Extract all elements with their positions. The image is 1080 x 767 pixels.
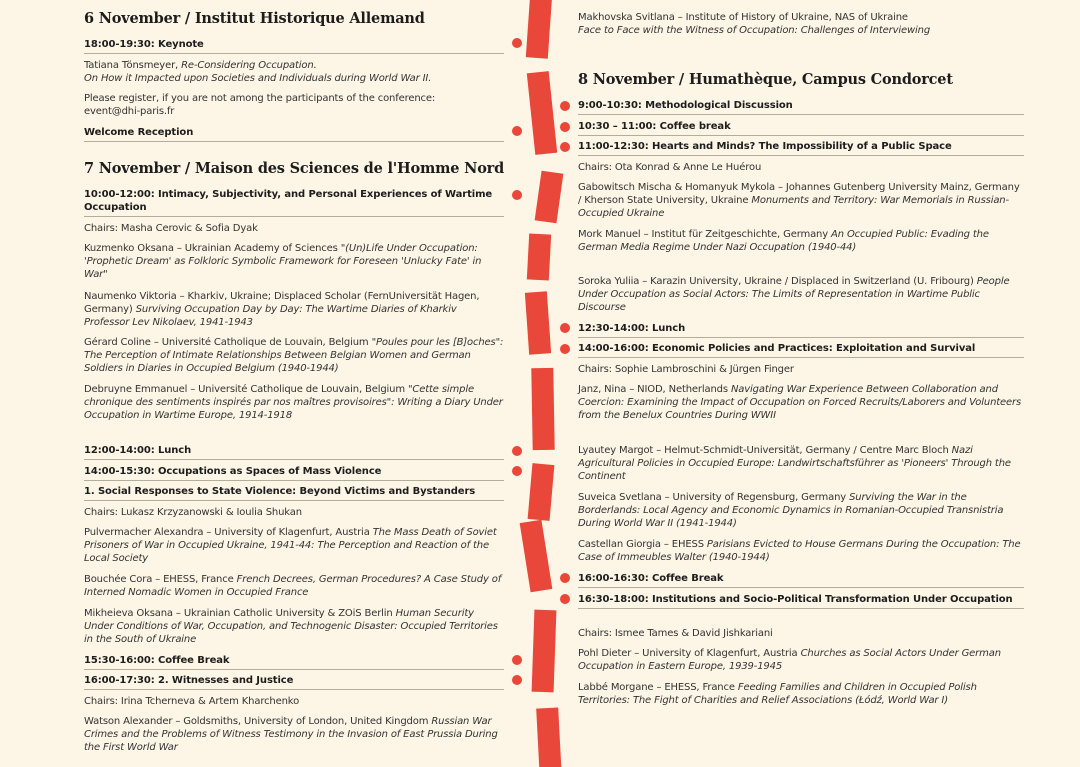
keynote-title-2: On How it Impacted upon Societies and Individuals during World War II. bbox=[84, 73, 432, 85]
timeline-dot-s3 bbox=[512, 675, 522, 685]
paper-title: People Under Occupation as Social Actors: The Limits of Representation in Wartime Public Discourse bbox=[578, 276, 1010, 314]
timeline-dot-coffee2 bbox=[560, 573, 570, 583]
paper-entry bbox=[84, 715, 504, 755]
paper-title: Surviving the War in the Borderlands: Local Agency and Economic Dynamics in Romanian-Occupied Transnistria During World War II (1941-1944) bbox=[578, 492, 1004, 530]
session-intimacy: 10:00-12:00: Intimacy, Subjectivity, and Personal Experiences of Wartime Occupation bbox=[84, 188, 504, 217]
timeline-dot-keynote bbox=[512, 38, 522, 48]
session-welcome-reception: Welcome Reception bbox=[84, 126, 504, 142]
session-coffee-break: 15:30-16:00: Coffee Break bbox=[84, 654, 504, 670]
paper-author: Naumenko Viktoria – Kharkiv, Ukraine; Displaced Scholar (FernUniversität Hagen, Germany) bbox=[84, 291, 480, 316]
paper-entry bbox=[578, 538, 1024, 564]
paper-entry bbox=[578, 383, 1024, 423]
paper-entry bbox=[84, 573, 504, 599]
timeline-dash bbox=[532, 610, 557, 693]
paper-author: Soroka Yuliia – Karazin University, Ukraine / Displaced in Switzerland (U. Fribourg) bbox=[578, 276, 977, 287]
paper-title: Churches as Social Actors Under German Occupation in Eastern Europe, 1939-1945 bbox=[578, 648, 1001, 673]
paper-entry bbox=[84, 242, 504, 282]
paper-author: Castellan Giorgia – EHESS bbox=[578, 539, 707, 550]
paper-title: Feeding Families and Children in Occupied Polish Territories: The Fight of Charities and Relief Associations (Łódź, World War I) bbox=[578, 682, 977, 707]
timeline-dot-s1-right bbox=[560, 142, 570, 152]
timeline-dot-s2 bbox=[512, 466, 522, 476]
session-witnesses-justice: 16:00-17:30: 2. Witnesses and Justice bbox=[84, 674, 504, 690]
session-hearts-minds: 11:00-12:30: Hearts and Minds? The Impossibility of a Public Space bbox=[578, 140, 1024, 156]
session-lunch: 12:00-14:00: Lunch bbox=[84, 444, 504, 460]
timeline-dash bbox=[527, 233, 551, 280]
paper-title: French Decrees, German Procedures? A Case Study of Interned Nomadic Women in Occupied France bbox=[84, 574, 502, 599]
paper-entry bbox=[578, 11, 1024, 37]
paper-author: Debruyne Emmanuel – Université Catholique de Louvain, Belgium bbox=[84, 384, 408, 395]
paper-author: Bouchée Cora – EHESS, France bbox=[84, 574, 237, 585]
paper-title: Navigating War Experience Between Collaboration and Coercion: Examining the Impact of Occupation on Forced Recruits/Laborers and Volunteers from the Benelux Countries During WWII bbox=[578, 384, 1022, 422]
timeline-dot-lunch bbox=[512, 446, 522, 456]
paper-author: Gabowitsch Mischa & Homanyuk Mykola – Johannes Gutenberg University Mainz, Germany / Kherson State University, Ukraine bbox=[578, 182, 1020, 207]
paper-author: Mork Manuel – Institut für Zeitgeschichte, Germany bbox=[578, 229, 832, 240]
chairs: Chairs: Lukasz Krzyzanowski & Ioulia Shukan bbox=[84, 507, 302, 518]
paper-entry bbox=[578, 647, 1024, 673]
paper-entry bbox=[84, 336, 504, 376]
paper-entry bbox=[578, 275, 1024, 315]
paper-title: Monuments and Territory: War Memorials in Russian-Occupied Ukraine bbox=[578, 195, 1009, 220]
register-email-link[interactable]: event@dhi-paris.fr bbox=[84, 106, 175, 118]
paper-author: Pulvermacher Alexandra – University of Klagenfurt, Austria bbox=[84, 527, 373, 538]
paper-entry bbox=[84, 383, 504, 423]
session-economic-policies: 14:00-16:00: Economic Policies and Practices: Exploitation and Survival bbox=[578, 342, 1024, 358]
chairs: Chairs: Ota Konrad & Anne Le Huérou bbox=[578, 162, 762, 173]
paper-title: Face to Face with the Witness of Occupation: Challenges of Interviewing bbox=[578, 25, 931, 37]
paper-title: An Occupied Public: Evading the German Media Regime Under Nazi Occupation (1940-44) bbox=[578, 229, 989, 254]
session-methodological: 9:00-10:30: Methodological Discussion bbox=[578, 99, 1024, 115]
paper-author: Pohl Dieter – University of Klagenfurt, Austria bbox=[578, 648, 801, 659]
timeline-dash bbox=[528, 463, 555, 521]
keynote-entry bbox=[84, 59, 504, 85]
paper-author: Gérard Coline – Université Catholique de Louvain, Belgium bbox=[84, 337, 372, 348]
paper-author: Lyautey Margot – Helmut-Schmidt-Universität, Germany / Centre Marc Bloch bbox=[578, 445, 952, 456]
paper-title: The Mass Death of Soviet Prisoners of War in Occupied Ukraine, 1941-44: The Perception and Reaction of the Local Society bbox=[84, 527, 497, 565]
paper-entry bbox=[578, 681, 1024, 707]
session-keynote: 18:00-19:30: Keynote bbox=[84, 38, 504, 54]
timeline-dot-s2-right bbox=[560, 344, 570, 354]
chairs: Chairs: Sophie Lambroschini & Jürgen Finger bbox=[578, 364, 794, 375]
register-note bbox=[84, 92, 504, 118]
paper-title: "Cette simple chronique des sentiments inspirés par nos maîtres provisoires": Writing a Diary Under Occupation in Wartime Europe, 1914-1918 bbox=[84, 384, 503, 422]
paper-entry bbox=[84, 607, 504, 647]
chairs: Chairs: Irina Tcherneva & Artem Kharchenko bbox=[84, 696, 300, 707]
keynote-speaker: Tatiana Tönsmeyer, bbox=[84, 60, 179, 71]
session-institutions: 16:30-18:00: Institutions and Socio-Political Transformation Under Occupation bbox=[578, 593, 1024, 609]
timeline-dash bbox=[525, 291, 551, 354]
timeline-dash bbox=[527, 71, 557, 155]
day-heading-7-november: 7 November / Maison des Sciences de l'Homme Nord bbox=[84, 160, 505, 177]
chairs: Chairs: Masha Cerovic & Sofia Dyak bbox=[84, 223, 258, 234]
day-heading-8-november: 8 November / Humathèque, Campus Condorcet bbox=[578, 71, 953, 88]
timeline-dot-reception bbox=[512, 126, 522, 136]
paper-title: "Poules pour les [B]oches": The Perception of Intimate Relationships Between Belgian Women and German Soldiers in Diaries in Occupied Belgium (1940-1944) bbox=[84, 337, 504, 375]
keynote-title-1: Re-Considering Occupation. bbox=[181, 60, 317, 71]
timeline-dash bbox=[535, 171, 564, 224]
paper-title: Russian War Crimes and the Problems of Witness Testimony in the Invasion of East Prussia During the First World War bbox=[84, 716, 498, 754]
paper-author: Suveica Svetlana – University of Regensburg, Germany bbox=[578, 492, 850, 503]
paper-entry bbox=[578, 228, 1024, 254]
paper-title: Human Security Under Conditions of War, Occupation, and Technogenic Disaster: Occupied Territories in the South of Ukraine bbox=[84, 608, 498, 646]
timeline-dot-coffee bbox=[512, 655, 522, 665]
timeline-dot-coffee1 bbox=[560, 122, 570, 132]
paper-entry bbox=[578, 444, 1024, 484]
timeline-dash bbox=[526, 0, 552, 59]
paper-author: Labbé Morgane – EHESS, France bbox=[578, 682, 738, 693]
timeline-dot-lunch-right bbox=[560, 323, 570, 333]
paper-entry bbox=[578, 181, 1024, 221]
timeline-dash bbox=[536, 707, 562, 767]
register-text: Please register, if you are not among the participants of the conference: bbox=[84, 93, 436, 104]
session-coffee-break-1: 10:30 – 11:00: Coffee break bbox=[578, 120, 1024, 136]
session-coffee-break-2: 16:00-16:30: Coffee Break bbox=[578, 572, 1024, 588]
paper-entry bbox=[84, 526, 504, 566]
paper-title: Nazi Agricultural Policies in Occupied Europe: Landwirtschaftsführer as 'Pioneers' Through the Continent bbox=[578, 445, 1011, 483]
paper-author: Makhovska Svitlana – Institute of History of Ukraine, NAS of Ukraine bbox=[578, 12, 908, 23]
paper-entry bbox=[578, 491, 1024, 531]
subsession-social-responses: 1. Social Responses to State Violence: Beyond Victims and Bystanders bbox=[84, 485, 504, 501]
session-lunch: 12:30-14:00: Lunch bbox=[578, 322, 1024, 338]
paper-title: "(Un)Life Under Occupation: 'Prophetic Dream' as Folkloric Symbolic Framework for Foreseen 'Unlucky Fate' in War" bbox=[84, 243, 482, 281]
timeline-dot-s3-right bbox=[560, 594, 570, 604]
paper-author: Watson Alexander – Goldsmiths, University of London, United Kingdom bbox=[84, 716, 432, 727]
paper-entry bbox=[84, 290, 504, 330]
timeline-dot-s1 bbox=[512, 190, 522, 200]
paper-title: Parisians Evicted to House Germans During the Occupation: The Case of Immeubles Walter (1940-1944) bbox=[578, 539, 1021, 564]
paper-author: Janz, Nina – NIOD, Netherlands bbox=[578, 384, 731, 395]
timeline-dash bbox=[520, 520, 553, 593]
chairs: Chairs: Ismee Tames & David Jishkariani bbox=[578, 628, 773, 639]
paper-author: Mikheieva Oksana – Ukrainian Catholic University & ZOiS Berlin bbox=[84, 608, 396, 619]
timeline-dash bbox=[531, 368, 554, 450]
paper-author: Kuzmenko Oksana – Ukrainian Academy of Sciences bbox=[84, 243, 341, 254]
day-heading-6-november: 6 November / Institut Historique Allemand bbox=[84, 10, 425, 27]
session-mass-violence: 14:00-15:30: Occupations as Spaces of Mass Violence bbox=[84, 465, 504, 481]
paper-title: Surviving Occupation Day by Day: The Wartime Diaries of Kharkiv Professor Lev Nikolaev, 1941-1943 bbox=[84, 304, 457, 329]
timeline-dot-method bbox=[560, 101, 570, 111]
